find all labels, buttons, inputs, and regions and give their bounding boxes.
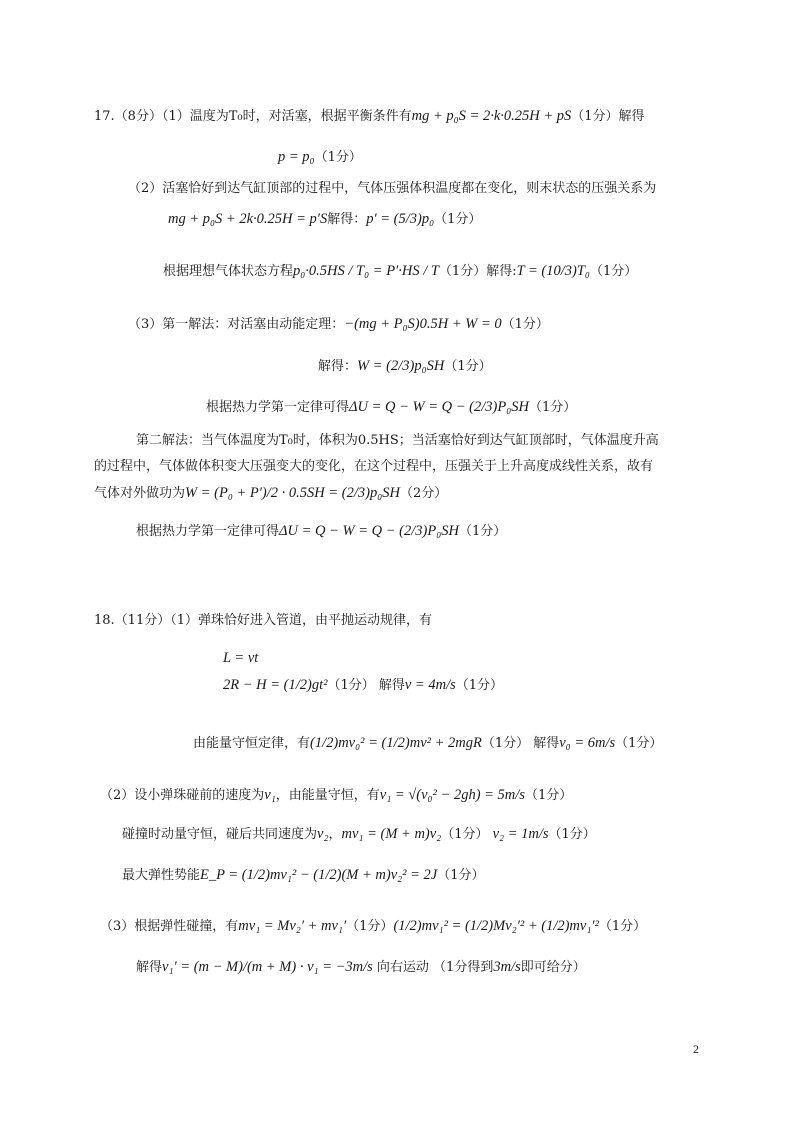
- formula: (1/2)mv₁² = (1/2)Mv₂′² + (1/2)mv₁′²: [393, 918, 599, 934]
- text-segment: （2）设小弹珠碰前的速度为: [100, 788, 265, 803]
- q18-part2-potential: [122, 866, 485, 885]
- formula: L = vt: [223, 650, 259, 666]
- q17-part3-method1: [128, 315, 549, 334]
- formula: v = 4m/s: [404, 677, 456, 693]
- text-segment: （1分）: [455, 678, 504, 693]
- formula: p₀·0.5HS / T₀ = P′·HS / T: [293, 263, 439, 279]
- text-segment: （1分）: [444, 359, 492, 374]
- text-segment: 第二解法：当气体温度为T₀时，体积为0.5HS；当活塞恰好到达气缸顶部时，气体温度升高: [136, 433, 659, 448]
- q17-part2-gas-law: [163, 262, 637, 281]
- q18-part1-eq2: [223, 676, 503, 695]
- formula: p = p₀: [278, 149, 315, 165]
- q18-header-line: [94, 612, 432, 630]
- q17-part3-method2-first-law: [136, 522, 506, 541]
- formula: ΔU = Q − W = Q − (2/3)P₀SH: [279, 523, 459, 539]
- q18-part3-result: [136, 958, 586, 977]
- formula: v₁ = √(v₀² − 2gh) = 5m/s: [379, 787, 525, 803]
- text-segment: （1分）: [314, 150, 362, 165]
- text-segment: （2分）: [399, 486, 448, 501]
- text-segment: 18.（11分）（1）弹珠恰好进入管道，由平抛运动规律，有: [94, 613, 432, 628]
- formula: T = (10/3)T₀: [516, 263, 590, 279]
- text-segment: （1分）: [615, 736, 663, 751]
- text-segment: （3）第一解法：对活塞由动能定理：: [128, 317, 345, 332]
- q18-part2-speed: [100, 786, 572, 805]
- formula: v₁′ = (m − M)/(m + M) · v₁ = −3m/s: [162, 959, 373, 975]
- page-number: 2: [693, 1042, 699, 1056]
- formula: mv₁ = Mv₂′ + mv₁′: [238, 918, 347, 934]
- text-segment: 向右运动 （1分得到: [372, 960, 494, 975]
- text-segment: 解得：: [318, 359, 358, 374]
- text-segment: 即可给分）: [520, 960, 586, 975]
- text-segment: 根据热力学第一定律可得: [136, 524, 280, 539]
- text-segment: （1分）: [598, 919, 647, 934]
- text-segment: （1分）解得: [571, 109, 645, 124]
- q17-part3-method2-l2: [94, 458, 653, 476]
- formula: (1/2)mv₀² = (1/2)mv² + 2mgR: [310, 735, 482, 751]
- text-segment: （1分）: [437, 868, 485, 883]
- q17-part3-work: [318, 357, 492, 376]
- text-segment: （1分）: [434, 212, 482, 227]
- text-segment: 由能量守恒定律，有: [193, 736, 311, 751]
- q17-part3-method2-work: [94, 484, 447, 503]
- text-segment: （1分）: [501, 317, 549, 332]
- text-segment: （1分） 解得: [481, 736, 560, 751]
- formula: mg + p₀S + 2k·0.25H = p′S: [168, 211, 328, 227]
- text-segment: （3）根据弹性碰撞，有: [100, 919, 239, 934]
- text-segment: 碰撞时动量守恒，碰后共同速度为: [122, 827, 318, 842]
- text-segment: ，: [328, 827, 342, 842]
- formula: W = (P₀ + P′)/2 · 0.5SH = (2/3)p₀SH: [185, 485, 400, 501]
- q17-pressure-result: [278, 148, 362, 167]
- text-segment: 解得: [136, 960, 163, 975]
- text-segment: 解得：: [327, 212, 367, 227]
- q17-header-line: [94, 107, 645, 126]
- q17-part3-first-law: [206, 398, 576, 417]
- formula: W = (2/3)p₀SH: [357, 358, 445, 374]
- q18-part2-momentum: [122, 825, 596, 844]
- text-segment: （1分）: [441, 827, 493, 842]
- text-segment: （1分）: [346, 919, 394, 934]
- q17-part2-equation: [168, 210, 481, 229]
- text-segment: （1分）解得:: [438, 264, 517, 279]
- text-segment: （1分）: [589, 264, 638, 279]
- formula: ΔU = Q − W = Q − (2/3)P₀SH: [349, 399, 529, 415]
- q18-part1-energy: [193, 734, 662, 753]
- q17-part2-intro: [128, 180, 656, 198]
- text-segment: （1分）: [458, 524, 507, 539]
- formula: v₂: [317, 826, 329, 842]
- text-segment: 根据热力学第一定律可得: [206, 400, 350, 415]
- formula: v₁: [264, 787, 276, 803]
- formula: E_P = (1/2)mv₁² − (1/2)(M + m)v₂² = 2J: [200, 867, 438, 883]
- formula: v₀ = 6m/s: [559, 735, 616, 751]
- text-segment: （1分）: [528, 400, 577, 415]
- text-segment: ，由能量守恒，有: [275, 788, 380, 803]
- text-segment: 的过程中，气体做体积变大压强变大的变化，在这个过程中，压强关于上升高度成线性关系，故有: [94, 459, 654, 474]
- formula: p′ = (5/3)p₀: [366, 211, 435, 227]
- formula: −(mg + P₀S)0.5H + W = 0: [344, 316, 502, 332]
- text-segment: 最大弹性势能: [122, 868, 201, 883]
- text-segment: 17.（8分）（1）温度为T₀时，对活塞，根据平衡条件有: [94, 109, 412, 124]
- text-segment: （1分）: [524, 788, 573, 803]
- formula: v₂ = 1m/s: [492, 826, 549, 842]
- formula: 3m/s: [493, 959, 521, 975]
- formula: mv₁ = (M + m)v₂: [341, 826, 442, 842]
- text-segment: 气体对外做功为: [94, 486, 186, 501]
- text-segment: 根据理想气体状态方程: [163, 264, 294, 279]
- text-segment: （1分）: [548, 827, 596, 842]
- q18-part3-elastic: [100, 917, 646, 936]
- text-segment: （1分） 解得: [327, 678, 405, 693]
- q18-part1-eq1: [223, 649, 258, 668]
- text-segment: （2）活塞恰好到达气缸顶部的过程中，气体压强体积温度都在变化，则末状态的压强关系为: [128, 181, 657, 196]
- formula: 2R − H = (1/2)gt²: [223, 677, 328, 693]
- q17-part3-method2-l1: [136, 432, 659, 450]
- formula: mg + p₀S = 2·k·0.25H + pS: [411, 108, 572, 124]
